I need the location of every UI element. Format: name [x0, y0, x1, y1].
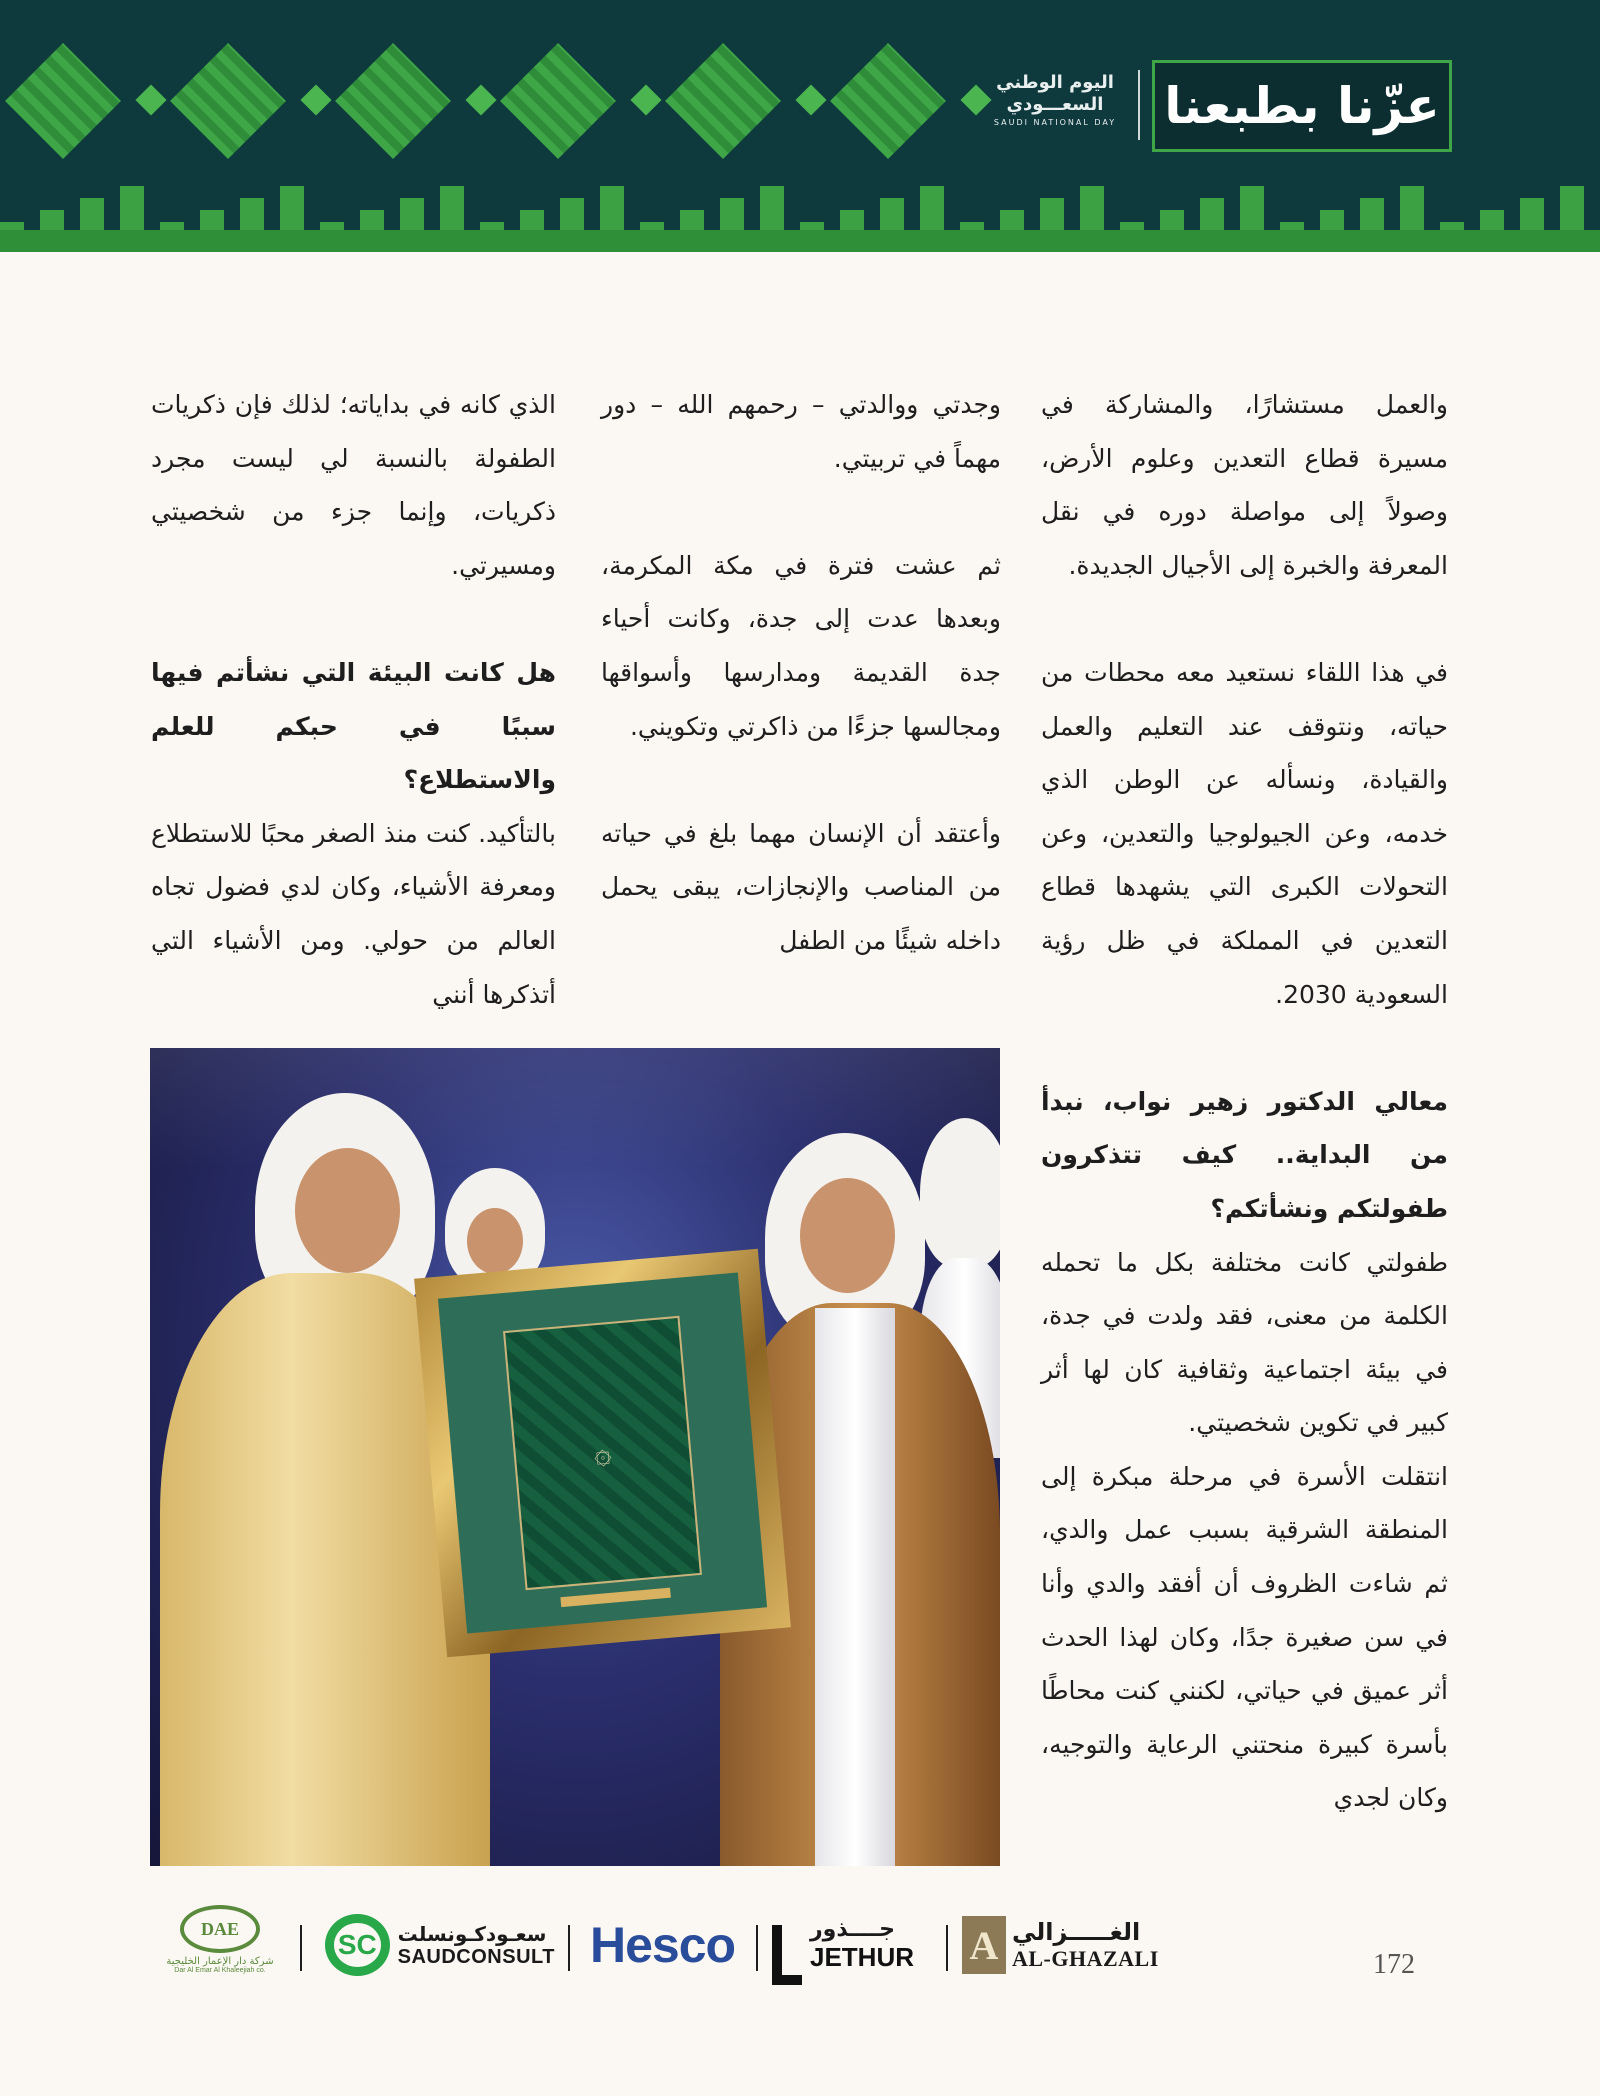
campaign-logo — [1152, 60, 1452, 152]
article-column-left — [151, 378, 556, 1075]
interview-question: هل كانت البيئة التي نشأتم فيها سببًا في حبكم للعلم والاستطلاع؟ — [151, 657, 556, 795]
logo-separator — [568, 1925, 570, 1971]
al-ghazali-logo — [962, 1905, 1172, 1985]
campaign-logo-text: عزّنا بطبعنا — [1164, 77, 1440, 135]
jethur-ar: جــــذور — [810, 1917, 895, 1942]
article-paragraph: وجدتي ووالدتي – رحمهم الله – دور مهماً في تربيتي. — [601, 390, 1001, 473]
saudconsult-logo — [325, 1905, 555, 1985]
pattern-diamond — [500, 43, 616, 159]
kiswah-cloth — [503, 1316, 702, 1590]
header-banner — [0, 0, 1600, 252]
article-paragraph: وأعتقد أن الإنسان مهما بلغ في حياته من المناصب والإنجازات، يبقى يحمل داخله شيئًا من الطفل — [601, 818, 1001, 955]
pattern-diamond — [5, 43, 121, 159]
pattern-dot — [630, 84, 661, 115]
logo-separator — [946, 1925, 948, 1971]
saudconsult-mark-icon: SC — [325, 1914, 390, 1976]
article-paragraph: الذي كانه في بداياته؛ لذلك فإن ذكريات الطفولة بالنسبة لي ليست مجرد ذكريات، وإنما جزء من شخصيتي ومسيرتي. — [151, 390, 556, 580]
national-day-en: SAUDI NATIONAL DAY — [993, 118, 1117, 127]
national-day-line2: السعـــودي — [1006, 94, 1104, 115]
dar-al-emar-mark-icon: DAE — [180, 1905, 260, 1953]
dar-al-emar-logo — [150, 1905, 290, 1985]
article-paragraph: في هذا اللقاء نستعيد معه محطات من حياته، ونتوقف عند التعليم والعمل والقيادة، ونسأله عن الوطن الذي خدمه، وعن الجيولوجيا والتعدين، وعن التحولات الكبرى التي يشهدها قطاع التعدين في المملكة في ظل رؤية السعودية 2030. — [1041, 657, 1448, 1009]
saudconsult-ar: سعـودكـونسلت — [397, 1921, 547, 1946]
frame-mat — [438, 1273, 767, 1634]
page-number: 172 — [1373, 1949, 1415, 1980]
article-paragraph: طفولتي كانت مختلفة بكل ما تحمله الكلمة من معنى، فقد ولدت في جدة، في بيئة اجتماعية وثقافية كان لها أثر كبير في تكوين شخصيتي. — [1041, 1247, 1448, 1438]
ceremony-photo — [150, 1048, 1000, 1866]
pattern-dot — [300, 84, 331, 115]
framed-kiswah-gift — [414, 1249, 791, 1658]
pattern-dot — [465, 84, 496, 115]
article-paragraph: بالتأكيد. كنت منذ الصغر محبًا للاستطلاع ومعرفة الأشياء، وكان لدي فضول تجاه العالم من حولي. ومن الأشياء التي أتذكرها أنني — [151, 818, 556, 1009]
dar-al-emar-en: Dar Al Emar Al Khaleejiah co. — [174, 1967, 266, 1974]
pattern-dot — [795, 84, 826, 115]
header-bottom-rim — [0, 230, 1600, 252]
article-column-right — [1041, 378, 1448, 1879]
article-column-middle — [601, 378, 1001, 1021]
al-ghazali-mark-icon: A — [962, 1916, 1006, 1974]
article-paragraph: ثم عشت فترة في مكة المكرمة، وبعدها عدت إلى جدة، وكانت أحياء جدة القديمة ومدارسها وأسواقها ومجالسها جزءًا من ذاكرتي وتكويني. — [601, 550, 1001, 741]
logo-separator — [756, 1925, 758, 1971]
logo-divider — [1138, 70, 1140, 140]
jethur-mark-icon — [772, 1925, 802, 1985]
pattern-diamond — [665, 43, 781, 159]
article-paragraph: انتقلت الأسرة في مرحلة مبكرة إلى المنطقة الشرقية بسبب عمل والدي، ثم شاءت الظروف أن أفقد والدي وأنا في سن صغيرة جدًا، وكان لهذا الحدث أثر عميق في حياتي، لكنني كنت محاطًا بأسرة كبيرة منحتني الرعاية والتوجيه، وكان لجدي — [1041, 1461, 1448, 1813]
interview-question: معالي الدكتور زهير نواب، نبدأ من البداية.. كيف تتذكرون طفولتكم ونشأتكم؟ — [1041, 1086, 1448, 1223]
pattern-dot — [135, 84, 166, 115]
pattern-diamond — [830, 43, 946, 159]
saudconsult-en: SAUDCONSULT — [397, 1945, 555, 1968]
al-ghazali-ar: الغـــــزالي — [1012, 1918, 1141, 1946]
dar-al-emar-ar: شركة دار الإعمار الخليجية — [166, 1956, 274, 1967]
hesco-text: Hesco — [590, 1917, 736, 1973]
calligraphy-icon: ۞ — [592, 1434, 613, 1472]
hesco-logo — [590, 1905, 750, 1985]
logo-separator — [300, 1925, 302, 1971]
national-day-line1: اليوم الوطني — [996, 72, 1114, 93]
pattern-diamond — [335, 43, 451, 159]
pattern-diamond — [170, 43, 286, 159]
jethur-en: JETHUR — [810, 1942, 915, 1972]
al-ghazali-en: AL-GHAZALI — [1012, 1946, 1159, 1971]
article-paragraph: والعمل مستشارًا، والمشاركة في مسيرة قطاع التعدين وعلوم الأرض، وصولاً إلى مواصلة دوره في نقل المعرفة والخبرة إلى الأجيال الجديدة. — [1041, 390, 1448, 580]
jethur-logo — [772, 1905, 942, 1985]
national-day-logo — [980, 72, 1130, 127]
